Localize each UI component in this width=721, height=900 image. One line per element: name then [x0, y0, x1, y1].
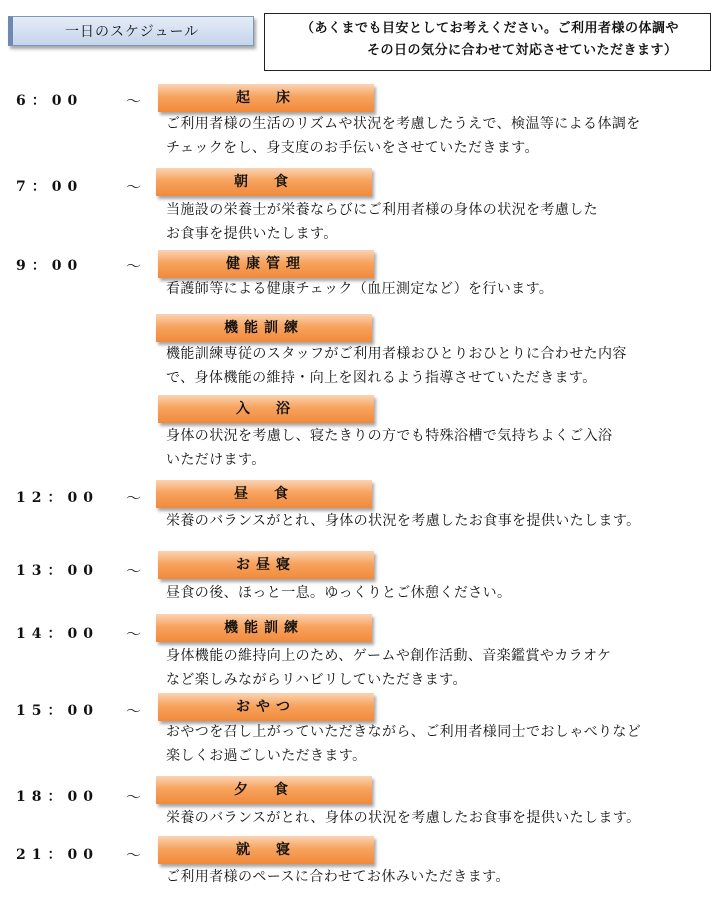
note-box [264, 13, 711, 71]
entry-time: 13：00 [16, 563, 99, 579]
activity-label: 夕 食 [156, 776, 372, 804]
activity-label: 機能訓練 [156, 614, 372, 642]
tilde-mark: ～ [126, 702, 142, 720]
tilde-mark: ～ [126, 625, 142, 643]
activity-description: 身体の状況を考慮し、寝たきりの方でも特殊浴槽で気持ちよくご入浴 いただけます。 [166, 428, 613, 468]
activity-label: 昼 食 [156, 480, 372, 508]
schedule-title: 一日のスケジュール [8, 16, 254, 46]
activity-label: 起 床 [158, 84, 374, 112]
tilde-mark: ～ [126, 846, 142, 864]
activity-description: 栄養のバランスがとれ、身体の状況を考慮したお食事を提供いたします。 [166, 513, 641, 529]
tilde-mark: ～ [126, 257, 142, 275]
entry-time: 14：00 [16, 626, 99, 642]
activity-label: おやつ [158, 693, 374, 721]
entry-time: 15：00 [16, 703, 99, 719]
activity-description: 機能訓練専従のスタッフがご利用者様おひとりおひとりに合わせた内容 で、身体機能の維持・向上を図れるよう指導させていただきます。 [166, 346, 627, 386]
activity-label: 入 浴 [158, 395, 374, 423]
activity-description: 昼食の後、ほっと一息。ゆっくりとご休憩ください。 [166, 585, 512, 601]
tilde-mark: ～ [126, 92, 142, 110]
entry-time: 6：00 [16, 93, 84, 109]
note-line-2: その日の気分に合わせて対応させていただきます） [367, 43, 678, 58]
activity-label: 就 寝 [158, 836, 374, 864]
tilde-mark: ～ [126, 562, 142, 580]
entry-time: 9：00 [16, 258, 84, 274]
entry-time: 12：00 [16, 490, 99, 506]
activity-description: 当施設の栄養士が栄養ならびにご利用者様の身体の状況を考慮した お食事を提供いたします。 [166, 202, 598, 242]
activity-description: おやつを召し上がっていただきながら、ご利用者様同士でおしゃべりなど 楽しくお過ごしいただきます。 [166, 724, 642, 764]
activity-label: お昼寝 [158, 551, 374, 579]
activity-label: 機能訓練 [156, 314, 372, 342]
entry-time: 21：00 [16, 847, 99, 863]
activity-description: 身体機能の維持向上のため、ゲームや創作活動、音楽鑑賞やカラオケ など楽しみながらリハビリしていただきます。 [166, 648, 612, 688]
entry-time: 18：00 [16, 789, 99, 805]
activity-label: 朝 食 [156, 168, 372, 196]
tilde-mark: ～ [126, 489, 142, 507]
activity-description: ご利用者様の生活のリズムや状況を考慮したうえで、検温等による体調を チェックをし、身支度のお手伝いをさせていただきます。 [166, 116, 641, 156]
tilde-mark: ～ [126, 178, 142, 196]
entry-time: 7：00 [16, 179, 84, 195]
note-line-1: （あくまでも目安としてお考えください。ご利用者様の体調や [301, 21, 680, 36]
activity-description: 看護師等による健康チェック（血圧測定など）を行います。 [166, 281, 554, 297]
activity-description: ご利用者様のペースに合わせてお休みいただきます。 [166, 869, 510, 885]
tilde-mark: ～ [126, 788, 142, 806]
activity-label: 健康管理 [158, 250, 374, 278]
activity-description: 栄養のバランスがとれ、身体の状況を考慮したお食事を提供いたします。 [166, 810, 641, 826]
